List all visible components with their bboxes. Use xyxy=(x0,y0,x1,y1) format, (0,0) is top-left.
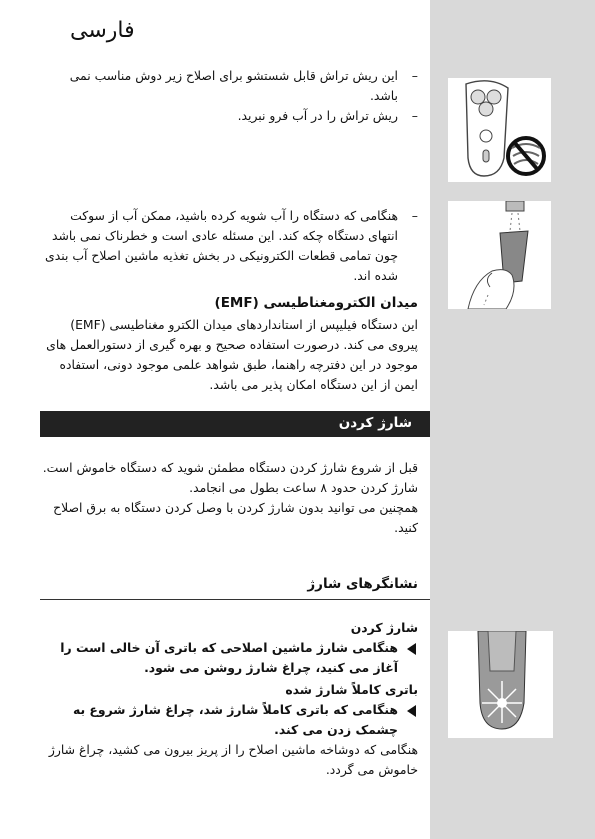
unplug-text: هنگامی که دوشاخه ماشین اصلاح را از پریز بیرون می کشید، چراغ شارژ خاموش می گردد. xyxy=(48,742,418,777)
charging-para-duration: شارژ کردن حدود ۸ ساعت بطول می انجامد. xyxy=(189,480,418,495)
indicators-heading-wrap xyxy=(40,574,418,594)
full-bullet: هنگامی که باتری کاملاً شارژ شد، چراغ شارژ شروع به چشمک زدن می کند. xyxy=(40,700,418,740)
shaver-rinsing-illustration xyxy=(448,201,551,309)
intro-item-shower: – این ریش تراش قابل شستشو برای اصلاح زیر دوش مناسب نمی باشد. xyxy=(40,66,418,106)
charging-para-mains: همچنین می توانید بدون شارژ کردن با وصل کردن دستگاه به برق اصلاح کنید. xyxy=(53,500,418,535)
intro-item-socket-text: – هنگامی که دستگاه را آب شویه کرده باشید، ممکن آب از سوکت انتهای دستگاه چکه کند. این مسئله عادی است و خطرناک نمی باشد چون تمامی قطعات الکترونیکی در بخش تغذیه ماشین اصلاح آب بندی شده اند. xyxy=(40,206,418,286)
language-heading: فارسی xyxy=(70,18,135,43)
shaver-no-water-illustration xyxy=(448,78,551,182)
charging-body xyxy=(40,458,418,538)
charging-subheading: شارژ کردن xyxy=(350,620,418,635)
intro-list xyxy=(40,66,418,126)
emf-body: این دستگاه فیلیپس از استانداردهای میدان الکترو مغناطیسی (EMF) پیروی می کند. درصورت استفاده صحیح و بهره گیری از دستورالعمل های موجود در این دفترچه راهنما، طبق شواهد علمی موجود دونی، استفاده ایمن از این دستگاه امکان پذیر می باشد. xyxy=(46,317,418,392)
full-subheading: باتری کاملاً شارژ شده xyxy=(285,682,418,697)
charging-para-off: قبل از شروع شارژ کردن دستگاه مطمئن شوید که دستگاه خاموش است. xyxy=(42,460,418,475)
intro-item-socket xyxy=(40,206,418,286)
emf-heading: میدان الکترومغناطیسی (EMF) xyxy=(214,295,418,311)
indicators-heading: نشانگرهای شارژ xyxy=(307,576,418,592)
charging-section-bar xyxy=(40,411,430,437)
section-divider xyxy=(40,599,430,600)
intro-item-water: – ریش تراش را در آب فرو نبرید. xyxy=(40,106,418,126)
emf-section xyxy=(40,293,418,395)
charge-indicator-illustration xyxy=(448,631,553,738)
charging-section-title: شارژ کردن xyxy=(338,415,412,431)
indicators-body xyxy=(40,618,418,780)
charging-bullet: هنگامی شارژ ماشین اصلاحی که باتری آن خالی است را آغاز می کنید، چراغ شارژ روشن می شود. xyxy=(40,638,418,678)
